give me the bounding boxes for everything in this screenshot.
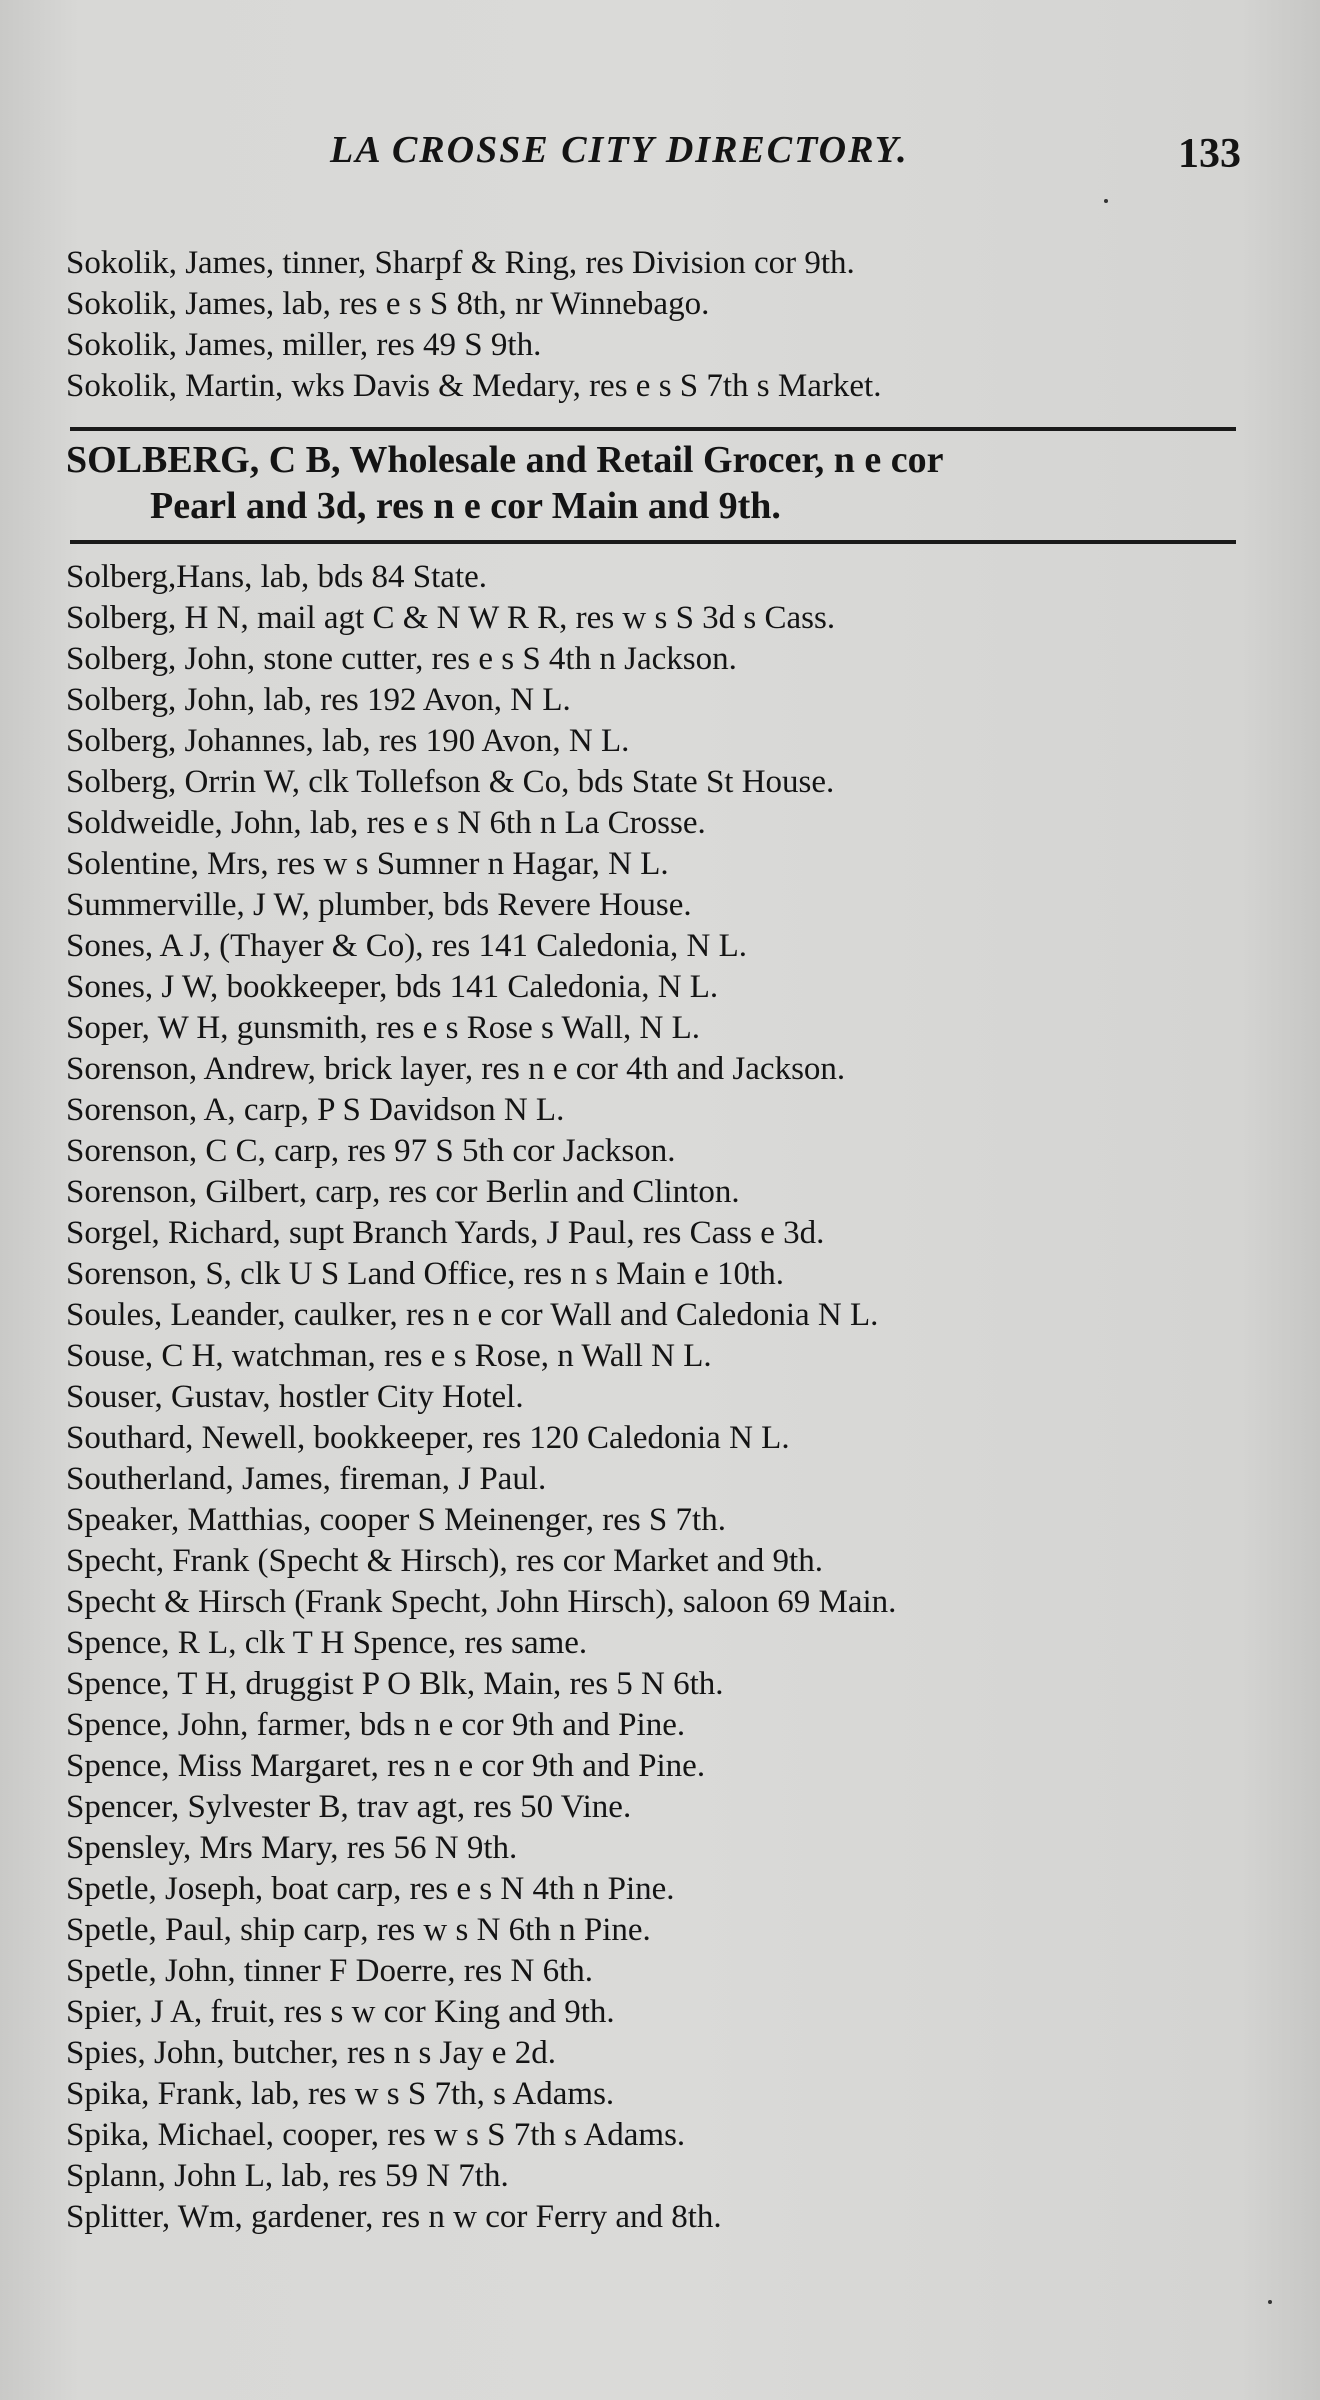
entries-top — [66, 243, 1266, 407]
directory-entry: Solberg, Orrin W, clk Tollefson & Co, bds State St House. — [66, 764, 835, 800]
directory-entry: Spika, Frank, lab, res w s S 7th, s Adams. — [66, 2076, 615, 2112]
advert-line-2: Pearl and 3d, res n e cor Main and 9th. — [150, 485, 781, 527]
directory-entry: Sorenson, Gilbert, carp, res cor Berlin and Clinton. — [66, 1174, 740, 1210]
solberg-advertisement — [66, 437, 1256, 537]
ink-speck — [1268, 2300, 1272, 2304]
directory-entry: Spence, John, farmer, bds n e cor 9th and Pine. — [66, 1707, 686, 1743]
directory-entry: Spier, J A, fruit, res s w cor King and 9th. — [66, 1994, 615, 2030]
directory-entry: Souser, Gustav, hostler City Hotel. — [66, 1379, 524, 1415]
advert-rule-top — [70, 427, 1236, 431]
directory-entry: Soldweidle, John, lab, res e s N 6th n La Crosse. — [66, 805, 706, 841]
directory-entry: Sones, A J, (Thayer & Co), res 141 Caledonia, N L. — [66, 928, 747, 964]
directory-entry: Splitter, Wm, gardener, res n w cor Ferry and 8th. — [66, 2199, 722, 2235]
directory-entry: Splann, John L, lab, res 59 N 7th. — [66, 2158, 509, 2194]
directory-entry: Solberg, Johannes, lab, res 190 Avon, N L. — [66, 723, 630, 759]
directory-entry: Sokolik, James, lab, res e s S 8th, nr Winnebago. — [66, 286, 710, 322]
running-title: LA CROSSE CITY DIRECTORY. — [330, 129, 909, 171]
directory-entry: Solberg, John, stone cutter, res e s S 4th n Jackson. — [66, 641, 737, 677]
directory-entry: Spies, John, butcher, res n s Jay e 2d. — [66, 2035, 556, 2071]
running-head — [0, 128, 1320, 188]
directory-entry: Sorgel, Richard, supt Branch Yards, J Paul, res Cass e 3d. — [66, 1215, 825, 1251]
directory-entry: Sorenson, A, carp, P S Davidson N L. — [66, 1092, 565, 1128]
directory-entry: Specht & Hirsch (Frank Specht, John Hirsch), saloon 69 Main. — [66, 1584, 897, 1620]
directory-entry: Sorenson, S, clk U S Land Office, res n s Main e 10th. — [66, 1256, 784, 1292]
directory-entry: Spence, R L, clk T H Spence, res same. — [66, 1625, 588, 1661]
directory-entry: Sorenson, C C, carp, res 97 S 5th cor Jackson. — [66, 1133, 676, 1169]
directory-entry: Solberg, H N, mail agt C & N W R R, res w s S 3d s Cass. — [66, 600, 836, 636]
directory-entry: Souse, C H, watchman, res e s Rose, n Wall N L. — [66, 1338, 712, 1374]
directory-entry: Spika, Michael, cooper, res w s S 7th s Adams. — [66, 2117, 686, 2153]
directory-entry: Spensley, Mrs Mary, res 56 N 9th. — [66, 1830, 518, 1866]
directory-entry: Sokolik, James, tinner, Sharpf & Ring, res Division cor 9th. — [66, 245, 855, 281]
directory-entry: Sokolik, James, miller, res 49 S 9th. — [66, 327, 542, 363]
directory-entry: Summerville, J W, plumber, bds Revere House. — [66, 887, 692, 923]
directory-entry: Spetle, Joseph, boat carp, res e s N 4th n Pine. — [66, 1871, 675, 1907]
directory-entry: Solentine, Mrs, res w s Sumner n Hagar, N L. — [66, 846, 669, 882]
directory-entry: Solberg,Hans, lab, bds 84 State. — [66, 559, 488, 595]
entries-bottom — [66, 557, 1266, 2238]
directory-entry: Solberg, John, lab, res 192 Avon, N L. — [66, 682, 571, 718]
directory-entry: Sones, J W, bookkeeper, bds 141 Caledonia, N L. — [66, 969, 719, 1005]
directory-entry: Sokolik, Martin, wks Davis & Medary, res e s S 7th s Market. — [66, 368, 882, 404]
directory-entry: Sorenson, Andrew, brick layer, res n e cor 4th and Jackson. — [66, 1051, 846, 1087]
ink-speck — [1104, 199, 1108, 203]
directory-entry: Spence, T H, druggist P O Blk, Main, res 5 N 6th. — [66, 1666, 724, 1702]
directory-entry: Spencer, Sylvester B, trav agt, res 50 Vine. — [66, 1789, 632, 1825]
advert-rule-bottom — [70, 540, 1236, 544]
directory-entry: Southard, Newell, bookkeeper, res 120 Caledonia N L. — [66, 1420, 790, 1456]
directory-entry: Southerland, James, fireman, J Paul. — [66, 1461, 547, 1497]
directory-entry: Speaker, Matthias, cooper S Meinenger, res S 7th. — [66, 1502, 726, 1538]
directory-entry: Specht, Frank (Specht & Hirsch), res cor Market and 9th. — [66, 1543, 823, 1579]
directory-entry: Spence, Miss Margaret, res n e cor 9th and Pine. — [66, 1748, 706, 1784]
directory-entry: Soper, W H, gunsmith, res e s Rose s Wall, N L. — [66, 1010, 700, 1046]
directory-entry: Soules, Leander, caulker, res n e cor Wall and Caledonia N L. — [66, 1297, 879, 1333]
directory-entry: Spetle, Paul, ship carp, res w s N 6th n Pine. — [66, 1912, 651, 1948]
page-number: 133 — [1178, 131, 1241, 177]
advert-line-1: SOLBERG, C B, Wholesale and Retail Grocer, n e cor — [66, 439, 944, 481]
directory-entry: Spetle, John, tinner F Doerre, res N 6th. — [66, 1953, 593, 1989]
